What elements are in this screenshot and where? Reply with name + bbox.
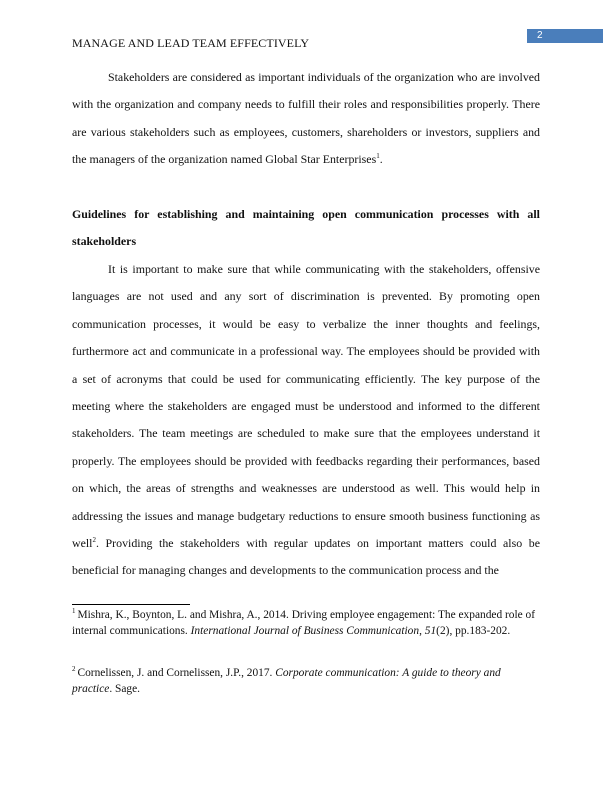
- footnote-number: 1: [72, 607, 76, 616]
- section-heading: Guidelines for establishing and maintaining open communication processes with all stakeholders: [72, 207, 540, 249]
- footnote-separator: [72, 604, 190, 605]
- footnote-title: Corporate communication: A guide to theory and practice: [72, 667, 501, 695]
- footnote-journal: International Journal of Business Communication: [190, 625, 420, 637]
- footnote-rest: (2), pp.183-202.: [436, 625, 511, 637]
- paragraph-text: It is important to make sure that while communicating with the stakeholders, offensive languages are not used and any sort of discrimination is prevented. By promoting open communication processes, it would be easy to verbalize the inner thoughts and feelings, furthermore act and communicate in a professional way. The employees should be provided with a set of acronyms that could be used for communicating efficiently. The key purpose of the meeting where the stakeholders are engaged must be understood and informed to the different stakeholders. The team meetings are scheduled to make sure that the employees understand it properly. The employees should be provided with feedbacks regarding their performances, based on which, the areas of strengths and weaknesses are understood as well. This would help in addressing the issues and manage budgetary reductions to ensure smooth business functioning as well: [72, 262, 540, 551]
- footnote-authors: Cornelissen, J. and Cornelissen, J.P., 2017.: [77, 667, 276, 679]
- footnote-authors: Mishra, K., Boynton, L. and Mishra, A., 2014. Driving employee engagement: The expanded role of internal communications.: [72, 609, 536, 637]
- footnote-2: [72, 665, 540, 697]
- footnote-separator-text: ,: [419, 625, 425, 637]
- running-header-title: MANAGE AND LEAD TEAM EFFECTIVELY: [72, 36, 310, 50]
- paragraph-stakeholders: [72, 64, 540, 174]
- paragraph-text: Stakeholders are considered as important individuals of the organization who are involved with the organization and company needs to fulfill their roles and responsibilities properly. There are various stakeholders such as employees, customers, shareholders or investors, suppliers and the managers of the organization named Global Star Enterprises: [72, 70, 540, 167]
- footnote-reference[interactable]: 1: [376, 152, 380, 161]
- page-number-badge: 2: [527, 29, 603, 43]
- footnote-reference[interactable]: 2: [92, 536, 96, 545]
- paragraph-text-continued: . Providing the stakeholders with regular updates on important matters could also be beneficial for managing changes and developments to the communication process and the: [72, 536, 540, 578]
- paragraph-communication: [72, 256, 540, 585]
- footnote-volume: 51: [424, 625, 437, 637]
- footnote-rest: . Sage.: [109, 683, 141, 695]
- footnote-number: 2: [72, 665, 76, 674]
- paragraph-end: .: [379, 152, 383, 167]
- footnote-1: [72, 607, 540, 639]
